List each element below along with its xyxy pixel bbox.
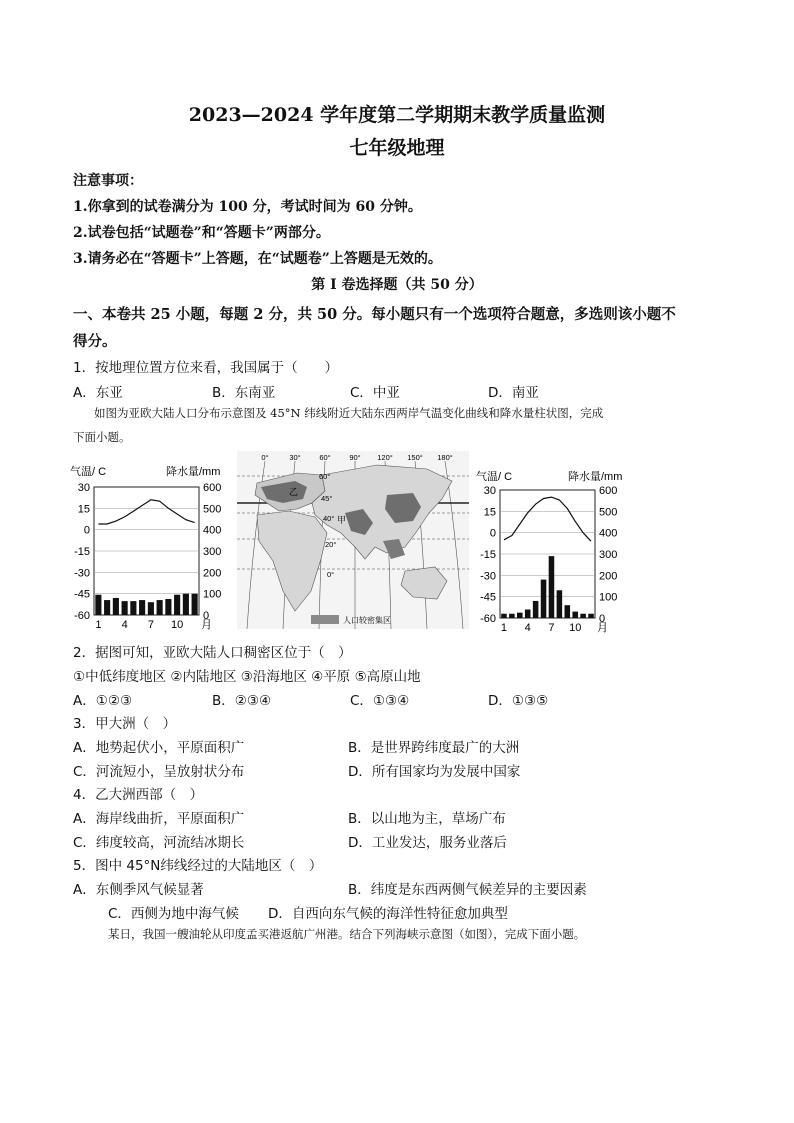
- temperature-curve: [98, 500, 194, 524]
- precipitation-bar: [525, 609, 531, 618]
- question-4-stem: 4．乙大洲西部（ ）: [73, 787, 204, 803]
- precipitation-bar: [122, 601, 128, 615]
- lat-label: 60°: [319, 472, 331, 481]
- temp-axis-label: 气温/ C: [70, 466, 107, 478]
- section-instruction-cont: 得分。: [73, 333, 117, 350]
- month-tick-label: 月: [597, 622, 608, 634]
- q2-option-c: C．①③④: [350, 693, 410, 709]
- q1-option-d: D．南亚: [488, 385, 539, 401]
- q5-option-c: C．西侧为地中海气候: [108, 906, 239, 922]
- temp-tick-label: -60: [74, 610, 90, 622]
- material-intro-2: 某日，我国一艘油轮从印度孟买港返航广州港。结合下列海峡示意图（如图），完成下面小题。: [108, 927, 586, 941]
- precip-tick-label: 200: [599, 570, 618, 583]
- month-tick-label: 10: [569, 622, 582, 634]
- temp-axis-label: 气温/ C: [476, 471, 513, 483]
- q2-option-d: D．①③⑤: [488, 693, 549, 709]
- precipitation-bar: [157, 600, 163, 615]
- q4-option-b: B．以山地为主，草场广布: [348, 811, 506, 827]
- material-intro-cont: 下面小题。: [73, 430, 131, 444]
- east-coast-climate-chart: [472, 462, 642, 634]
- precipitation-bar: [174, 595, 180, 615]
- precip-tick-label: 600: [599, 485, 618, 497]
- temp-tick-label: -30: [74, 567, 90, 580]
- temp-tick-label: 0: [83, 524, 90, 537]
- material-intro: 如图为亚欧大陆人口分布示意图及 45°N 纬线附近大陆东西两岸气温变化曲线和降水量柱状图，完成: [94, 406, 604, 420]
- lat-label: 0°: [327, 570, 335, 579]
- section-instruction: 一、本卷共 25 小题，每题 2 分，共 50 分。每小题只有一个选项符合题意，多选则该小题不: [73, 306, 676, 323]
- precipitation-bar: [517, 613, 523, 618]
- longitude-label: 150°: [407, 453, 423, 462]
- precipitation-bar: [557, 590, 563, 618]
- month-tick-label: 1: [500, 622, 508, 634]
- temp-tick-label: -45: [74, 588, 90, 601]
- q3-option-a: A．地势起伏小，平原面积广: [73, 740, 245, 756]
- precipitation-bar: [192, 594, 198, 615]
- q1-option-a: A．东亚: [73, 385, 123, 401]
- q3-option-c: C．河流短小，呈放射状分布: [73, 764, 245, 780]
- precip-tick-label: 300: [599, 549, 618, 561]
- temp-tick-label: -15: [480, 549, 496, 561]
- temp-tick-label: 15: [77, 503, 90, 516]
- temp-tick-label: 15: [483, 506, 496, 519]
- precip-axis-label: 降水量/mm: [166, 466, 221, 478]
- notice-item: 1.你拿到的试卷满分为 100 分，考试时间为 60 分钟。: [73, 199, 422, 215]
- precip-axis-label: 降水量/mm: [568, 471, 623, 483]
- exam-title: 2023—2024 学年度第二学期期末教学质量监测: [188, 104, 606, 126]
- precipitation-bar: [588, 614, 594, 618]
- q1-option-c: C．中亚: [350, 385, 400, 401]
- precipitation-bar: [501, 614, 507, 618]
- longitude-label: 90°: [349, 453, 361, 462]
- legend-swatch: [311, 615, 339, 624]
- precipitation-bar: [572, 612, 578, 618]
- month-tick-label: 10: [171, 619, 184, 631]
- notice-heading: 注意事项：: [73, 173, 143, 189]
- precipitation-bar: [113, 598, 119, 615]
- temp-tick-label: 30: [77, 482, 90, 494]
- lat-label: 20°: [325, 540, 337, 549]
- q1-option-b: B．东南亚: [212, 385, 276, 401]
- q5-option-d: D．自西向东气候的海洋性特征愈加典型: [268, 906, 508, 922]
- month-tick-label: 1: [95, 619, 102, 631]
- precipitation-bar: [148, 602, 154, 615]
- lat-label: 45°: [321, 494, 333, 503]
- west-coast-climate-chart: [66, 462, 236, 631]
- q2-option-a: A．①②③: [73, 693, 133, 709]
- precip-tick-label: 500: [599, 506, 618, 519]
- eurasia-population-map: [237, 451, 469, 629]
- month-tick-label: 4: [121, 619, 128, 631]
- precip-tick-label: 0: [599, 613, 606, 625]
- temp-tick-label: -30: [480, 570, 496, 583]
- longitude-label: 60°: [319, 453, 331, 462]
- precipitation-bar: [104, 600, 110, 615]
- month-tick-label: 7: [548, 622, 555, 634]
- precipitation-bar: [565, 605, 571, 618]
- precip-tick-label: 400: [203, 524, 222, 537]
- precipitation-bar: [95, 595, 101, 615]
- precipitation-bar: [165, 599, 171, 615]
- q4-option-c: C．纬度较高，河流结冰期长: [73, 835, 245, 851]
- precipitation-bar: [549, 556, 555, 618]
- label-yi: 乙: [289, 487, 299, 497]
- precip-tick-label: 500: [203, 503, 222, 516]
- temp-tick-label: 30: [483, 485, 496, 497]
- precipitation-bar: [509, 614, 515, 618]
- question-1-stem: 1．按地理位置方位来看，我国属于（ ）: [73, 360, 339, 376]
- notice-item: 3.请务必在“答题卡”上答题，在“试题卷”上答题是无效的。: [73, 251, 442, 267]
- month-tick-label: 月: [201, 619, 212, 631]
- precip-tick-label: 300: [203, 546, 222, 558]
- precip-tick-label: 400: [599, 527, 618, 540]
- label-jia: 甲: [337, 515, 347, 525]
- precip-tick-label: 100: [599, 591, 618, 604]
- lat-label: 40°: [323, 514, 335, 523]
- q4-option-d: D．工业发达，服务业落后: [348, 835, 507, 851]
- precip-tick-label: 0: [203, 610, 210, 622]
- precipitation-bar: [580, 614, 586, 618]
- month-tick-label: 4: [524, 622, 531, 634]
- temp-tick-label: -45: [480, 591, 496, 604]
- precip-tick-label: 200: [203, 567, 222, 580]
- precipitation-bar: [130, 601, 136, 615]
- section-title: 第 I 卷选择题（共 50 分）: [311, 277, 483, 293]
- precip-tick-label: 600: [203, 482, 222, 494]
- q5-option-a: A．东侧季风气候显著: [73, 882, 204, 898]
- q3-option-d: D．所有国家均为发展中国家: [348, 764, 521, 780]
- notice-item: 2.试卷包括“试题卷”和“答题卡”两部分。: [73, 225, 330, 241]
- temp-tick-label: 0: [489, 527, 496, 540]
- q4-option-a: A．海岸线曲折，平原面积广: [73, 811, 245, 827]
- legend-label: 人口较密集区: [343, 616, 391, 625]
- q5-option-b: B．纬度是东西两侧气候差异的主要因素: [348, 882, 587, 898]
- longitude-label: 120°: [377, 453, 393, 462]
- q2-choices: ①中低纬度地区 ②内陆地区 ③沿海地区 ④平原 ⑤高原山地: [73, 669, 421, 685]
- longitude-label: 180°: [437, 453, 453, 462]
- temperature-curve: [504, 497, 591, 541]
- precipitation-bar: [533, 601, 539, 618]
- question-2-stem: 2．据图可知，亚欧大陆人口稠密区位于（ ）: [73, 645, 352, 661]
- q2-option-b: B．②③④: [212, 693, 272, 709]
- exam-subtitle: 七年级地理: [349, 137, 445, 159]
- month-tick-label: 7: [147, 619, 154, 631]
- temp-tick-label: -60: [480, 613, 496, 625]
- longitude-label: 30°: [289, 453, 301, 462]
- q3-option-b: B．是世界跨纬度最广的大洲: [348, 740, 520, 756]
- temp-tick-label: -15: [74, 546, 90, 558]
- question-3-stem: 3．甲大洲（ ）: [73, 716, 177, 732]
- precipitation-bar: [183, 594, 189, 615]
- precipitation-bar: [139, 600, 145, 615]
- precipitation-bar: [541, 580, 547, 618]
- precip-tick-label: 100: [203, 588, 222, 601]
- longitude-label: 0°: [261, 453, 269, 462]
- question-5-stem: 5．图中 45°N纬线经过的大陆地区（ ）: [73, 858, 323, 874]
